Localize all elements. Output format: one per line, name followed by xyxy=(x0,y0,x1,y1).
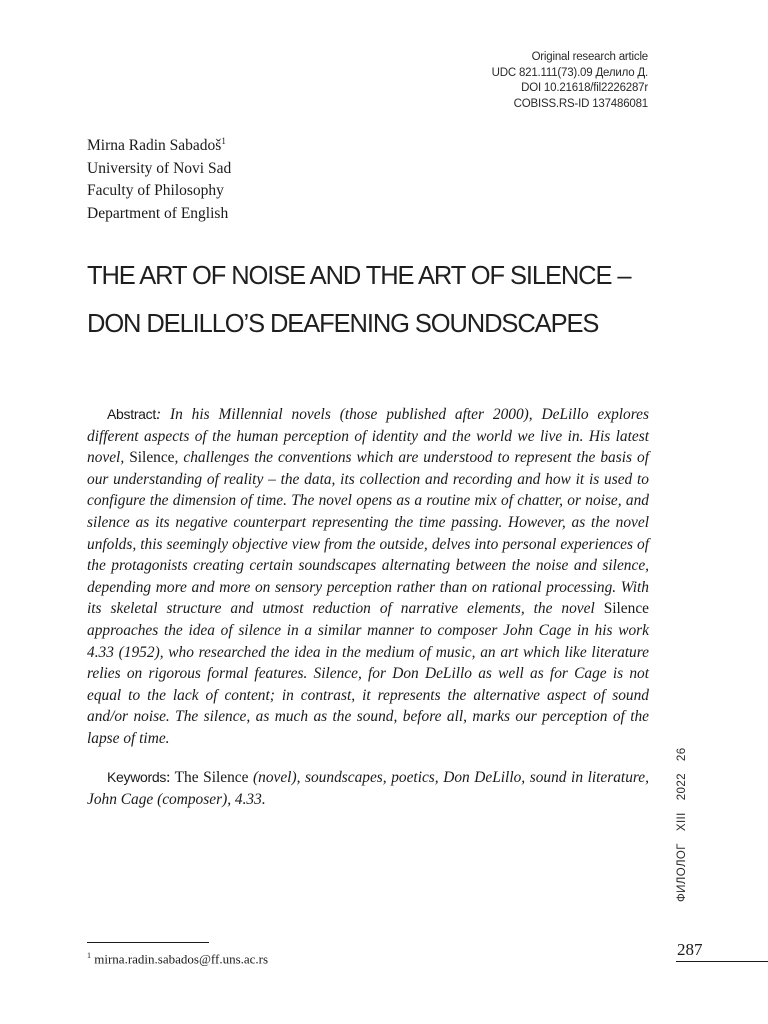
keywords-novel-title: The Silence xyxy=(174,769,249,786)
keywords xyxy=(87,767,649,810)
abstract-novel-title-1: Silence xyxy=(129,449,175,467)
footnote xyxy=(87,948,268,967)
author-name-line xyxy=(87,130,231,158)
author-university: University of Novi Sad xyxy=(87,159,232,177)
article-meta xyxy=(492,50,648,112)
journal-year: 2022 xyxy=(676,773,688,801)
page-number: 287 xyxy=(677,940,703,959)
author-block xyxy=(87,130,231,225)
article-title: THE ART OF NOISE AND THE ART OF SILENCE – DON DELILLO’S DEAFENING SOUNDSCAPES xyxy=(87,262,631,338)
footnote-mark: 1 xyxy=(221,136,226,146)
journal-name: ФИЛОЛОГ xyxy=(676,843,688,902)
doi: DOI 10.21618/fil2226287r xyxy=(521,82,648,94)
journal-issue: 26 xyxy=(676,747,688,762)
abstract-text-2: , challenges the conventions which are understood to represent the basis of our understanding of reality – the data, its collection and recording and how it is used to configure the dimension of time. The novel opens as a routine mix of chatter, or noise, and silence as its negative counterpart representing the time passing. However, as the novel unfolds, this seemingly objective view from the outside, delves into personal experiences of the protagonists creating certain soundscapes alternating between the noise and silence, depending more and more on sensory perception rather than on rational processing. With its skeletal structure and utmost reduction of narrative elements, the novel xyxy=(87,449,649,618)
abstract-text-3: approaches the idea of silence in a similar manner to composer John Cage in his work 4.33 (1952), who researched the idea in the medium of music, an art which like literature relies on rigorous formal features. Silence, for Don DeLillo as well as for Cage is not equal to the lack of content; in contrast, it represents the alternative aspect of sound and/or noise. The silence, as much as the sound, before all, marks our perception of the lapse of time. xyxy=(87,621,649,747)
abstract-text-1: : In his Millennial novels (those published after 2000), DeLillo explores different aspects of the human perception of identity and the world we live in. His latest novel, xyxy=(87,406,649,467)
abstract xyxy=(87,404,649,750)
journal-side-label xyxy=(676,735,688,902)
author-department: Department of English xyxy=(87,204,229,222)
footnote-email: mirna.radin.sabados@ff.uns.ac.rs xyxy=(94,951,269,967)
page-number-rule xyxy=(676,961,768,962)
keywords-label: Keywords xyxy=(107,769,167,785)
author-faculty: Faculty of Philosophy xyxy=(87,182,224,200)
author-name: Mirna Radin Sabadoš xyxy=(87,137,222,155)
abstract-novel-title-2: Silence xyxy=(603,600,649,618)
abstract-label: Abstract xyxy=(107,406,156,422)
footnote-number: 1 xyxy=(87,951,91,960)
footnote-divider xyxy=(87,942,209,943)
cobiss-id: COBISS.RS-ID 137486081 xyxy=(513,97,648,110)
keywords-text: (novel), soundscapes, poetics, Don DeLillo, sound in literature, John Cage (composer), 4.33. xyxy=(87,769,649,808)
keywords-colon: : xyxy=(166,769,175,786)
article-type: Original research article xyxy=(531,51,648,63)
udc-code: UDC 821.111(73).09 Делило Д. xyxy=(491,66,648,79)
journal-volume: XIII xyxy=(676,812,688,832)
